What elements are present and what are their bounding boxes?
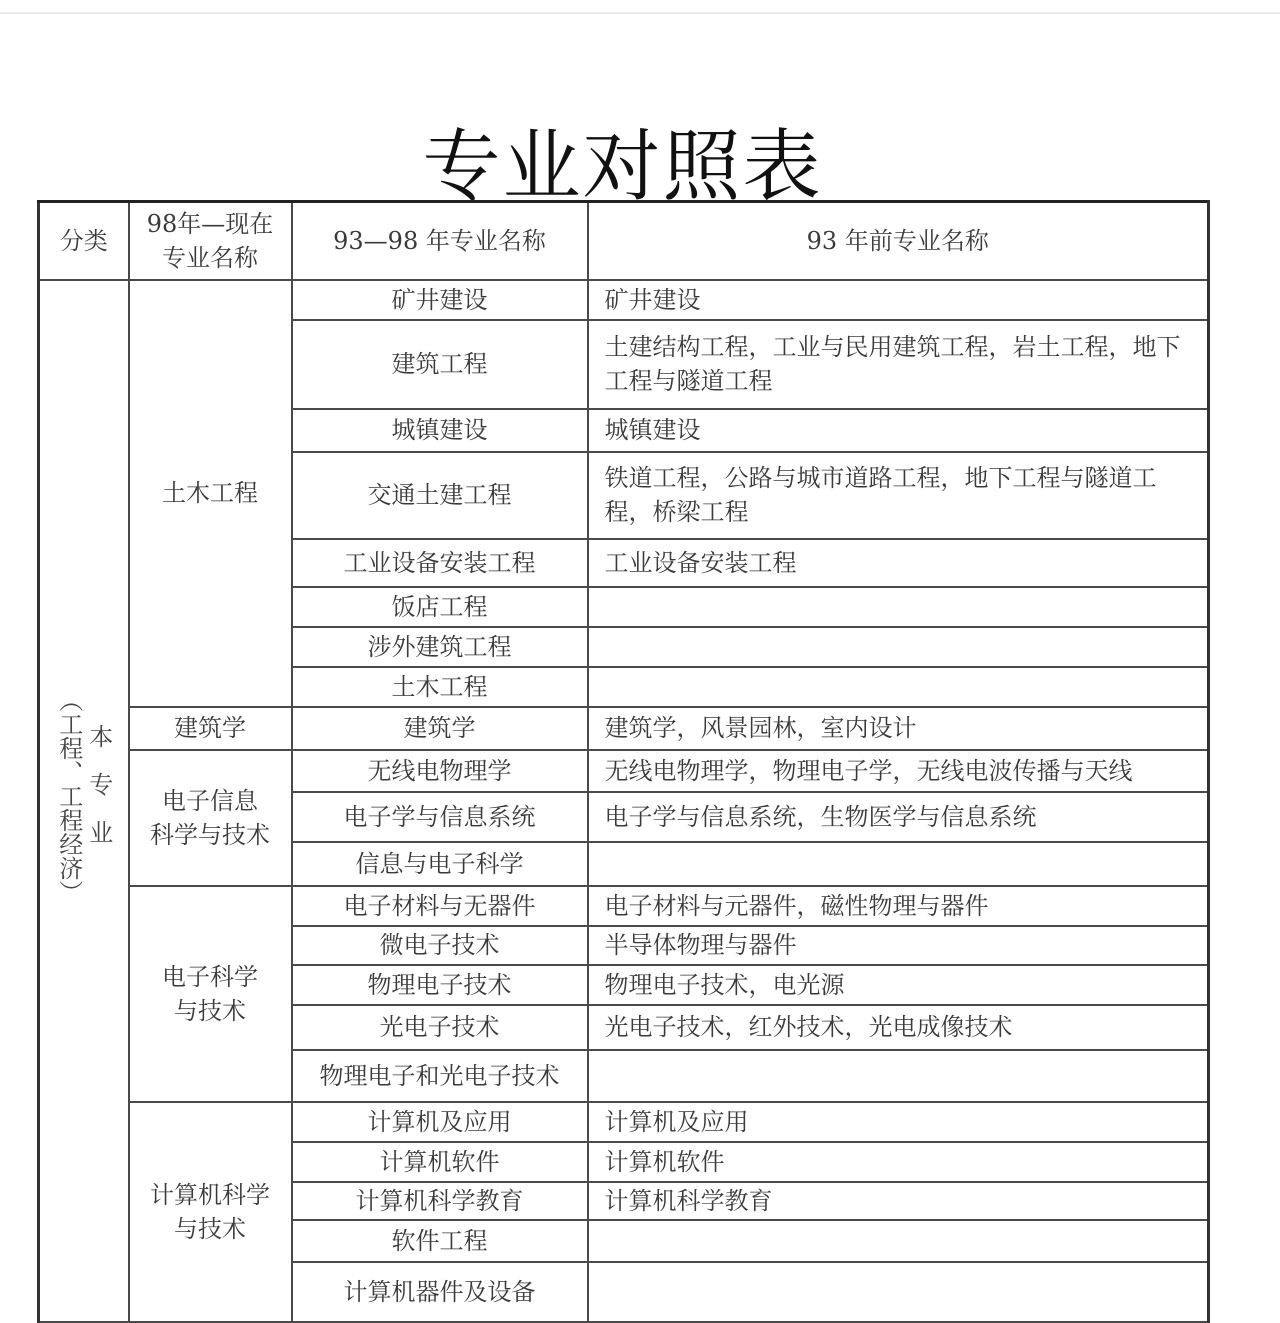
table-row — [39, 1102, 1209, 1142]
old-name: 物理电子技术，电光源 — [588, 965, 1209, 1005]
old-name — [588, 1220, 1209, 1262]
major-mapping-table — [37, 200, 1210, 1323]
header-old-name: 93 年前专业名称 — [588, 202, 1209, 280]
old-name: 城镇建设 — [588, 409, 1209, 452]
mid-name: 计算机软件 — [292, 1142, 588, 1182]
old-name — [588, 587, 1209, 627]
page-title: 专业对照表 — [422, 122, 823, 213]
group-name-line1: 电子科学 — [162, 962, 258, 991]
old-name: 电子学与信息系统，生物医学与信息系统 — [588, 792, 1209, 842]
old-name — [588, 627, 1209, 667]
mid-name: 无线电物理学 — [292, 750, 588, 792]
old-name: 计算机科学教育 — [588, 1182, 1209, 1220]
mid-name: 计算机器件及设备 — [292, 1262, 588, 1322]
mid-name: 微电子技术 — [292, 926, 588, 965]
mid-name: 电子学与信息系统 — [292, 792, 588, 842]
mid-name: 软件工程 — [292, 1220, 588, 1262]
old-name: 建筑学，风景园林，室内设计 — [588, 707, 1209, 750]
mid-name: 光电子技术 — [292, 1005, 588, 1050]
group-architecture: 建筑学 — [129, 707, 292, 750]
mid-name: 计算机科学教育 — [292, 1182, 588, 1220]
top-divider — [0, 12, 1280, 14]
mid-name: 饭店工程 — [292, 587, 588, 627]
mid-name: 工业设备安装工程 — [292, 539, 588, 587]
category-label — [54, 688, 114, 904]
mid-name: 土木工程 — [292, 667, 588, 707]
table-row — [39, 280, 1209, 320]
old-name — [588, 1262, 1209, 1322]
header-current-line2: 专业名称 — [162, 243, 258, 272]
old-name: 土建结构工程，工业与民用建筑工程，岩土工程，地下工程与隧道工程 — [588, 320, 1209, 409]
old-name — [588, 1050, 1209, 1102]
mid-name: 物理电子技术 — [292, 965, 588, 1005]
header-current-line1: 98年—现在 — [146, 209, 274, 238]
group-electronic-science — [129, 886, 292, 1102]
mid-name: 物理电子和光电子技术 — [292, 1050, 588, 1102]
header-mid-name: 93—98 年专业名称 — [292, 202, 588, 280]
group-electronic-information — [129, 750, 292, 886]
group-computer-science — [129, 1102, 292, 1322]
old-name: 矿井建设 — [588, 280, 1209, 320]
table-row — [39, 750, 1209, 792]
group-name-line2: 与技术 — [174, 1214, 246, 1243]
group-name-line1: 计算机科学 — [150, 1180, 270, 1209]
table-row — [39, 886, 1209, 926]
group-name-line1: 电子信息 — [162, 786, 258, 815]
category-cell — [39, 280, 129, 1322]
header-row — [39, 202, 1209, 280]
old-name: 电子材料与元器件，磁性物理与器件 — [588, 886, 1209, 926]
mid-name: 建筑学 — [292, 707, 588, 750]
mid-name: 建筑工程 — [292, 320, 588, 409]
old-name: 铁道工程，公路与城市道路工程，地下工程与隧道工程，桥梁工程 — [588, 452, 1209, 539]
mid-name: 信息与电子科学 — [292, 842, 588, 886]
group-name-line2: 与技术 — [174, 996, 246, 1025]
mid-name: 电子材料与无器件 — [292, 886, 588, 926]
category-label-main: 本专业 — [84, 724, 113, 868]
old-name: 计算机及应用 — [588, 1102, 1209, 1142]
mid-name: 涉外建筑工程 — [292, 627, 588, 667]
old-name — [588, 842, 1209, 886]
header-current-name — [129, 202, 292, 280]
table-row — [39, 707, 1209, 750]
mid-name: 城镇建设 — [292, 409, 588, 452]
category-label-sub: （工程、工程经济） — [54, 688, 83, 904]
mid-name: 计算机及应用 — [292, 1102, 588, 1142]
old-name: 工业设备安装工程 — [588, 539, 1209, 587]
old-name: 计算机软件 — [588, 1142, 1209, 1182]
mid-name: 矿井建设 — [292, 280, 588, 320]
header-category: 分类 — [39, 202, 129, 280]
mid-name: 交通土建工程 — [292, 452, 588, 539]
old-name — [588, 667, 1209, 707]
group-name-line2: 科学与技术 — [150, 820, 270, 849]
group-civil-engineering: 土木工程 — [129, 280, 292, 707]
old-name: 无线电物理学，物理电子学，无线电波传播与天线 — [588, 750, 1209, 792]
old-name: 半导体物理与器件 — [588, 926, 1209, 965]
old-name: 光电子技术，红外技术，光电成像技术 — [588, 1005, 1209, 1050]
